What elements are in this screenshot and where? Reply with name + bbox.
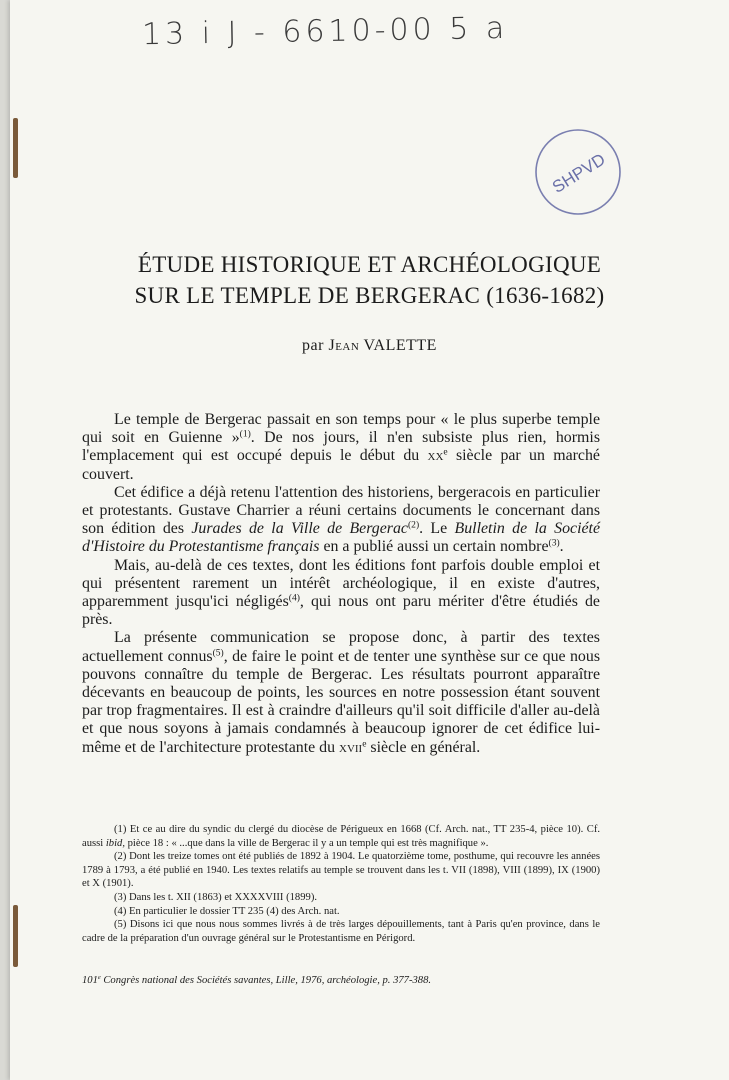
text-run: siècle en général. (366, 738, 481, 756)
italic-title: Jurades de la Ville de Bergerac (191, 520, 408, 538)
body-text (82, 411, 600, 757)
congress-number-sup: e (97, 974, 101, 982)
title-line-1: ÉTUDE HISTORIQUE ET ARCHÉOLOGIQUE (137, 252, 602, 277)
source-citation (82, 975, 600, 986)
archive-reference: 13 i J - 6610-00 5 a (141, 10, 509, 53)
author-line (10, 337, 729, 355)
text-run: pièce 18 : « ...que dans la ville de Bergerac il y a un temple qui est très magnifique ». (124, 837, 489, 849)
footnote-ref: (2) (408, 519, 420, 531)
paragraph-1 (82, 411, 600, 484)
footnote-2: (2) Dont les treize tomes ont été publiés de 1892 à 1904. Le quatorzième tome, posthume, qui recouvre les années 1789 à 1793, a été publié en 1940. Les textes relatifs au temple se trouvent dans les t. VII (1898), VIII (1899), IX (1900) et X (1901). (82, 851, 600, 890)
text-run: . De nos jours, il n'en subsiste plus rien, hormis l'emplacement qui est occupé depuis le début du (82, 429, 600, 465)
binding-mark-top (13, 118, 18, 178)
text-run: (1) Et ce au dire du syndic du clergé du diocèse de Périgueux en 1668 (Cf. Arch. nat., TT 235-4, pièce 10). Cf. aussi (82, 824, 600, 849)
paragraph-4 (82, 629, 600, 756)
text-run: La présente communication se propose donc, à partir des textes actuellement connus (82, 629, 600, 665)
congress-number: 101 (82, 975, 98, 986)
author-prefix: par (302, 337, 324, 354)
century: xx (427, 447, 444, 465)
footnote-3: (3) Dans les t. XII (1863) et XXXXVIII (1899). (114, 891, 317, 903)
century-sup: e (362, 737, 367, 749)
paragraph-2 (82, 484, 600, 557)
author-first-name: Jean (328, 337, 360, 354)
footnote-4: (4) En particulier le dossier TT 235 (4) des Arch. nat. (114, 905, 340, 917)
italic-title: Bulletin de la Société d'Histoire du Protestantisme français (82, 520, 601, 556)
text-run: , qui nous ont paru mériter d'être étudiés de près. (82, 593, 600, 629)
paragraph-3 (82, 557, 600, 630)
title-line-2: SUR LE TEMPLE DE BERGERAC (1636-1682) (134, 283, 605, 308)
italic-text: ibid, (105, 837, 125, 849)
footnotes (82, 823, 600, 945)
footnote-ref: (4) (288, 592, 300, 604)
text-run: Le temple de Bergerac passait en son temps pour « le plus superbe temple qui soit en Guienne » (82, 411, 600, 447)
stamp-text: SHPVD (548, 149, 609, 197)
citation-text: Congrès national des Sociétés savantes, Lille, 1976, archéologie, p. 377-388. (100, 975, 432, 986)
author-last-name: VALETTE (363, 337, 437, 354)
century: xvii (339, 738, 363, 756)
text-run: siècle par un marché couvert. (82, 447, 600, 483)
footnote-ref: (3) (548, 537, 560, 549)
binding-mark-bottom (13, 905, 18, 967)
text-run: . (559, 538, 564, 556)
text-run: Mais, au-delà de ces textes, dont les éditions font parfois double emploi et qui présentent rarement un intérêt archéologique, il en existe d'autres, apparemment jusqu'ici négligés (82, 556, 600, 611)
footnote-1 (82, 823, 600, 850)
document-page (10, 0, 729, 1080)
footnote-5: (5) Disons ici que nous nous sommes livrés à de très larges dépouillements, tant à Paris qu'en province, dans le cadre de la préparation d'un ouvrage général sur le Protestantisme en Périgord. (82, 919, 600, 944)
text-run: en a publié aussi un certain nombre (319, 538, 549, 556)
text-run: . Le (419, 520, 455, 538)
century-sup: e (443, 446, 448, 458)
text-run: Cet édifice a déjà retenu l'attention des historiens, bergeracois en particulier et protestants. Gustave Charrier a réuni certains documents le concernant dans son édition des (82, 483, 600, 538)
footnote-ref: (5) (212, 646, 224, 658)
text-run: , de faire le point et de tenter une synthèse sur ce que nous pouvons connaître du temple de Bergerac. Les résultats pourront apparaître décevants en beaucoup de points, les sources en notre possession étant souvent par trop fragmentaires. Il est à craindre d'ailleurs qu'il soit difficile d'aller au-delà et que nous soyons à jamais condamnés à beaucoup ignorer de cet édifice lui-même et de l'architecture protestante du (82, 647, 601, 756)
shpvd-stamp (533, 127, 623, 217)
footnote-ref: (1) (239, 428, 251, 440)
